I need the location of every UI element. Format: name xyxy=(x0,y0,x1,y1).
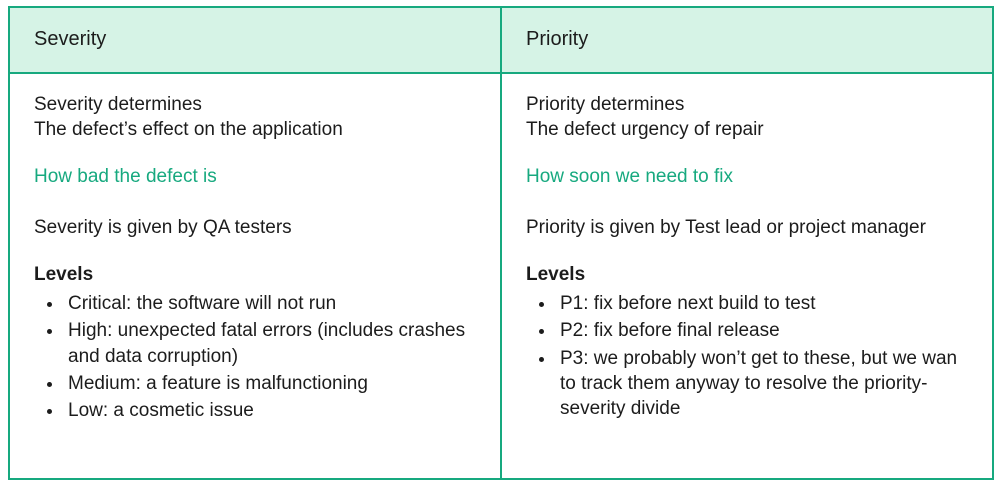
table-row xyxy=(9,73,993,479)
list-item: • P3: we probably won’t get to these, but we wan to track them anyway to resolve the priority-severity divide xyxy=(556,346,968,421)
severity-content xyxy=(34,92,476,423)
severity-levels-label: Levels xyxy=(34,264,94,286)
priority-owner-line: Priority is given by Test lead or project manager xyxy=(526,217,926,239)
list-item: • Medium: a feature is malfunctioning xyxy=(64,371,476,396)
severity-levels-list xyxy=(34,291,476,422)
priority-levels-label: Levels xyxy=(526,264,586,286)
column-header-severity: Severity xyxy=(9,7,501,73)
priority-cell xyxy=(501,73,993,479)
priority-content xyxy=(526,92,968,421)
severity-definition-line1: Severity determines xyxy=(34,94,202,115)
list-item: • P1: fix before next build to test xyxy=(556,291,968,316)
table-header-row xyxy=(9,7,993,73)
severity-priority-comparison-table xyxy=(8,6,994,480)
severity-cell xyxy=(9,73,501,479)
priority-definition-line1: Priority determines xyxy=(526,94,685,115)
severity-owner-line: Severity is given by QA testers xyxy=(34,217,292,239)
table-header xyxy=(9,7,993,73)
priority-definition-line2: The defect urgency of repair xyxy=(526,119,764,141)
column-header-priority: Priority xyxy=(501,7,993,73)
list-item: • High: unexpected fatal errors (includes crashes and data corruption) xyxy=(64,318,476,368)
priority-accent-line: How soon we need to fix xyxy=(526,166,734,188)
severity-definition-line2: The defect’s effect on the application xyxy=(34,119,343,141)
table-body xyxy=(9,73,993,479)
severity-accent-line: How bad the defect is xyxy=(34,166,217,188)
priority-levels-list xyxy=(526,291,968,420)
list-item: • Critical: the software will not run xyxy=(64,291,476,316)
list-item: • P2: fix before final release xyxy=(556,318,968,343)
list-item: • Low: a cosmetic issue xyxy=(64,398,476,423)
